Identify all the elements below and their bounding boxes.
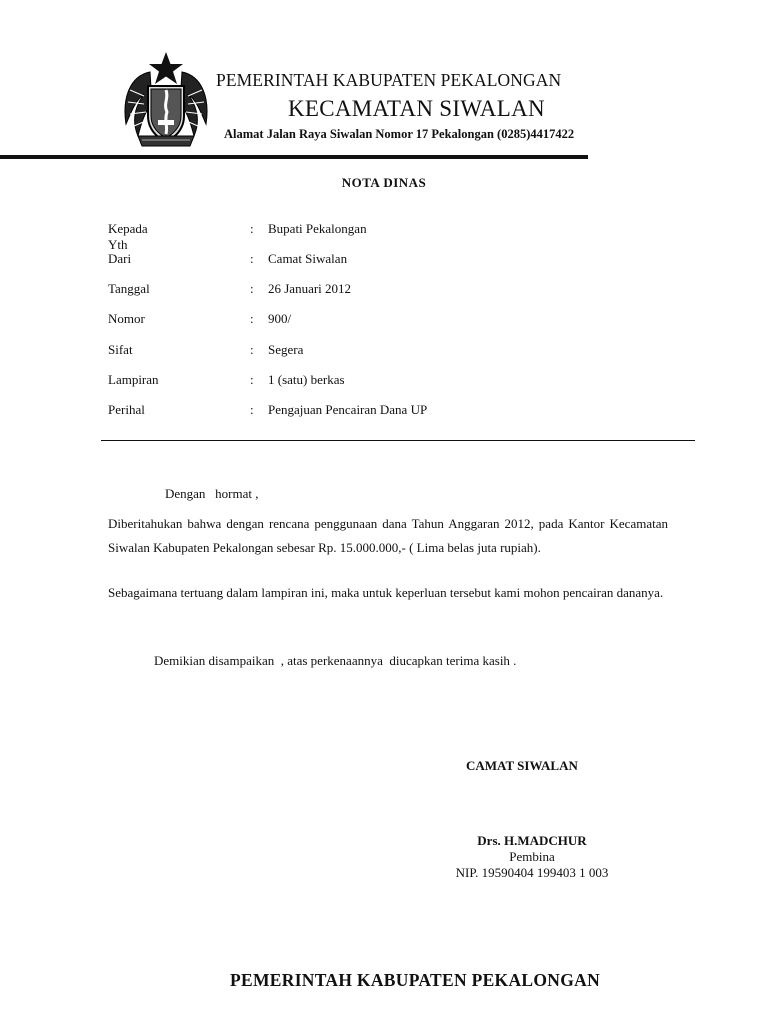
field-colon: : bbox=[250, 281, 254, 296]
field-label: Perihal bbox=[108, 402, 145, 417]
field-colon: : bbox=[250, 402, 254, 417]
body-paragraph-2: Sebagaimana tertuang dalam lampiran ini, maka untuk keperluan tersebut kami mohon pencairan dananya. bbox=[108, 585, 664, 600]
signatory-block bbox=[420, 833, 644, 881]
field-colon: : bbox=[250, 221, 254, 236]
letterhead-government-name: PEMERINTAH KABUPATEN PEKALONGAN bbox=[216, 70, 562, 90]
fields-divider bbox=[101, 440, 695, 441]
letterhead-divider bbox=[0, 155, 588, 159]
body-paragraph-1: Diberitahukan bahwa dengan rencana penggunaan dana Tahun Anggaran 2012, pada Kantor Kecamatan Siwalan Kabupaten Pekalongan sebesar Rp. 15.000.000,- ( Lima belas juta rupiah). bbox=[108, 516, 668, 555]
field-label: Lampiran bbox=[108, 372, 159, 387]
field-label: Dari bbox=[108, 251, 132, 266]
field-value: 1 (satu) berkas bbox=[268, 372, 345, 387]
field-colon: : bbox=[250, 251, 254, 266]
field-label: Kepada Yth bbox=[108, 221, 148, 252]
document-title: NOTA DINAS bbox=[341, 175, 427, 190]
field-value: 26 Januari 2012 bbox=[268, 281, 352, 296]
signatory-nip: NIP. 19590404 199403 1 003 bbox=[455, 865, 609, 880]
field-colon: : bbox=[250, 372, 254, 387]
field-value: Segera bbox=[268, 342, 304, 357]
field-value: Bupati Pekalongan bbox=[268, 221, 367, 236]
letterhead-office-name: KECAMATAN SIWALAN bbox=[288, 96, 545, 121]
field-label: Tanggal bbox=[108, 281, 150, 296]
signatory-title: CAMAT SIWALAN bbox=[466, 758, 578, 773]
letterhead-address: Alamat Jalan Raya Siwalan Nomor 17 Pekalongan (0285)4417422 bbox=[224, 127, 575, 141]
field-value: 900/ bbox=[268, 311, 292, 326]
salutation: Dengan hormat , bbox=[165, 486, 259, 501]
field-colon: : bbox=[250, 342, 254, 357]
next-page-letterhead: PEMERINTAH KABUPATEN PEKALONGAN bbox=[230, 970, 601, 990]
field-colon: : bbox=[250, 311, 254, 326]
signatory-rank: Pembina bbox=[509, 849, 555, 864]
closing-sentence: Demikian disampaikan , atas perkenaannya diucapkan terima kasih . bbox=[154, 653, 517, 668]
field-label: Sifat bbox=[108, 342, 133, 357]
pekalongan-regency-emblem-icon bbox=[120, 50, 212, 150]
signatory-name: Drs. H.MADCHUR bbox=[477, 833, 587, 848]
field-label: Nomor bbox=[108, 311, 145, 326]
field-value: Camat Siwalan bbox=[268, 251, 348, 266]
field-value: Pengajuan Pencairan Dana UP bbox=[268, 402, 428, 417]
